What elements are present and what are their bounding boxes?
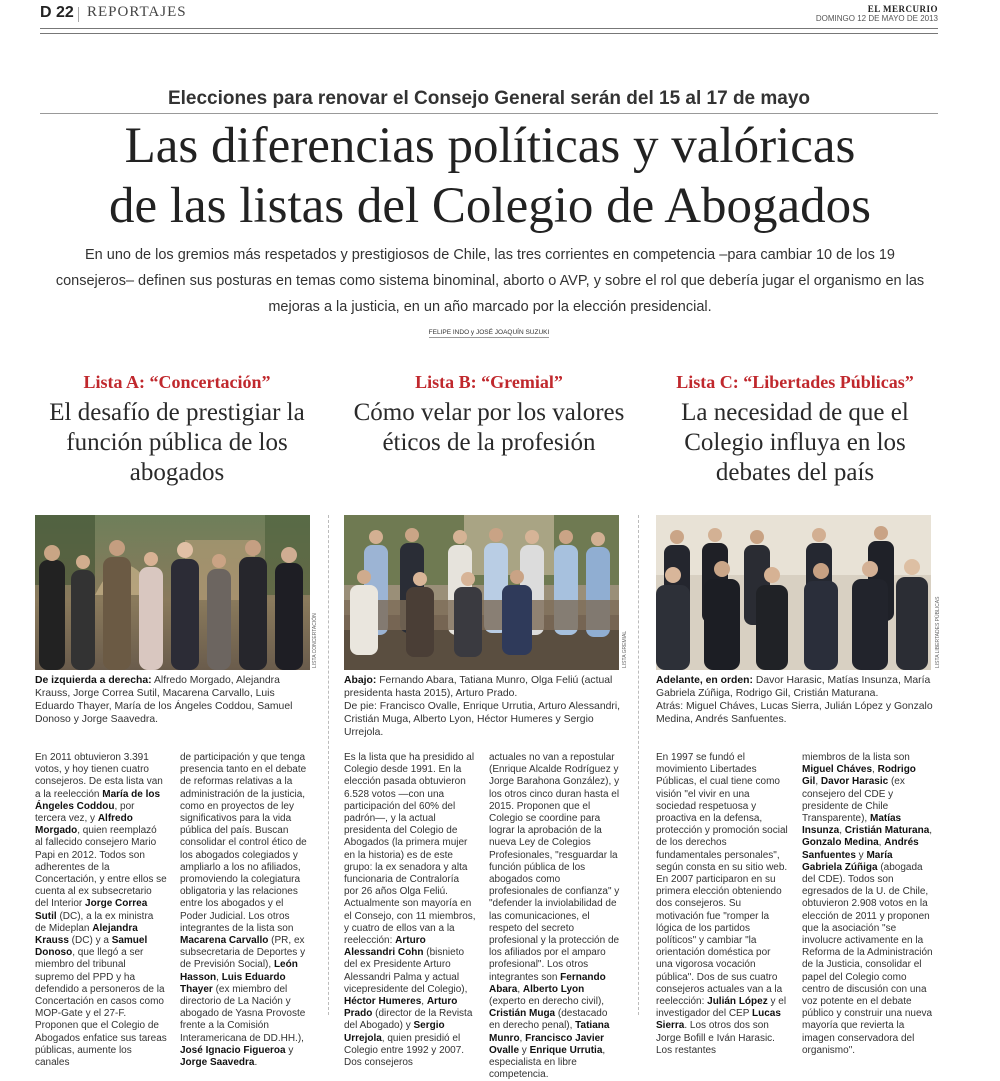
person-name: María de los Ángeles Coddou (35, 788, 161, 812)
caption-text: Davor Harasic, Matías Insunza, María Gabriela Zúñiga, Rodrigo Gil, Cristián Maturana. (656, 675, 931, 699)
person-name: Macarena Carvallo (180, 935, 269, 947)
person-name: Arturo Prado (344, 996, 458, 1020)
caption-lista-c (656, 674, 936, 726)
column-lista-a (32, 372, 322, 488)
header-rule (40, 28, 938, 34)
column-lista-b (344, 372, 634, 458)
person-name: Sergio Urrejola (344, 1020, 445, 1044)
photo-lista-b (344, 515, 619, 670)
person-name: Andrés Sanfuentes (802, 837, 919, 861)
header-separator (78, 7, 79, 22)
person-name: Francisco Javier Ovalle (489, 1032, 605, 1056)
person-name: María Gabriela Zúñiga (802, 849, 893, 873)
caption-lead: De izquierda a derecha: (35, 675, 152, 686)
person-name: Alfredo Morgado (35, 813, 133, 837)
kicker-rule (40, 113, 938, 114)
caption-lead: Abajo: (344, 675, 377, 686)
lista-a-title: El desafío de prestigiar la función pública de los abogados (49, 399, 305, 486)
issue-date: DOMINGO 12 DE MAYO DE 2013 (815, 14, 938, 23)
group-photo-c (656, 515, 931, 670)
column-divider (638, 515, 639, 1015)
person-name: Alberto Lyon (522, 983, 585, 995)
person-name: Rodrigo Gil (802, 764, 916, 788)
group-photo-b (344, 515, 619, 670)
person-name: Tatiana Munro (489, 1020, 610, 1044)
lista-a-label: Lista A: “Concertación” (83, 372, 271, 392)
person-name: Fernando Abara (489, 971, 606, 995)
column-divider (328, 515, 329, 1015)
photo-lista-a (35, 515, 310, 670)
lista-b-title: Cómo velar por los valores éticos de la profesión (353, 399, 625, 456)
person-name: León Hasson (180, 959, 298, 983)
person-name: Cristián Maturana (844, 825, 930, 837)
lista-c-label: Lista C: “Libertades Públicas” (676, 372, 914, 392)
page-header (40, 4, 938, 26)
photo-credit-a: LISTA CONCERTACIÓN (312, 613, 318, 668)
person-name: Jorge Correa Sutil (35, 898, 148, 922)
group-photo-a (35, 515, 310, 670)
caption-lista-b (344, 674, 624, 739)
kicker: Elecciones para renovar el Consejo General serán del 15 al 17 de mayo (167, 88, 811, 109)
person-name: Luis Eduardo Thayer (180, 971, 286, 995)
body-text-b-2: actuales no van a repostular (Enrique Alcalde Rodríguez y Jorge Barahona González), y los otros cinco duran hasta el 2015. Proponen que el Colegio se coordine para lograr la aprobación de la nueva Ley de Colegios Profesionales, "resguardar la función pública de los abogados como profesionales de confianza" y "defender la inviolabilidad de las comunicaciones, el respeto del secreto profesional y la protección de los afiliados por el amparo profesional". Los otros integrantes son Fernando Abara, Alberto Lyon (experto en derecho civil), Cristián Muga (destacado en derecho penal), Tatiana Munro, Francisco Javier Ovalle y Enrique Urrutia, especialista en libre competencia. (489, 752, 620, 1081)
caption-lead: Adelante, en orden: (656, 675, 753, 686)
column-lista-c (650, 372, 940, 488)
person-name: José Ignacio Figueroa (180, 1044, 286, 1056)
person-name: Julián López (707, 996, 768, 1008)
caption-text-2: Atrás: Miguel Cháves, Lucas Sierra, Julián López y Gonzalo Medina, Andrés Sanfuentes. (656, 701, 933, 725)
newspaper-name: EL MERCURIO (867, 4, 938, 14)
person-name: Miguel Cháves (802, 764, 873, 776)
headline-line-2: de las listas del Colegio de Abogados (108, 178, 872, 234)
caption-lista-a (35, 674, 315, 726)
page-number: D 22 (40, 4, 74, 21)
body-text-b-1: Es la lista que ha presidido al Colegio desde 1991. En la elección pasada obtuvieron 6.528 votos —con una participación del 60% del padrón—, y la actual presidenta del Colegio de Abogados (la primera mujer en la historia) es de este grupo: la ex senadora y alta funcionaria de Contraloría por 26 años Olga Feliú. Actualmente son mayoría en el Consejo, con 11 miembros, y cuatro de ellos van a la reelección: Arturo Alessandri Cohn (bisnieto del ex Presidente Arturo Alessandri Palma y actual vicepresidente del Colegio), Héctor Humeres, Arturo Prado (director de la Revista del Abogado) y Sergio Urrejola, quien presidió el Colegio entre 1992 y 2007. Dos consejeros (344, 752, 476, 1069)
headline (30, 116, 950, 236)
body-text-c-2: miembros de la lista son Miguel Cháves, Rodrigo Gil, Davor Harasic (ex consejero del CDE y presidente de Chile Transparente), Matías Insunza, Cristián Maturana, Gonzalo Medina, Andrés Sanfuentes y María Gabriela Zúñiga (abogada del CDE). Todos son egresados de la U. de Chile, obtuvieron 2.908 votos en la elección de 2011 y proponen que la asociación "se involucre activamente en la Reforma de la Administración de la Justicia, consolidar el papel del Colegio como centro de discusión con una voz potente en el debate público y construir una nueva mayoría que revierta la imagen conservadora del organismo". (802, 752, 933, 1056)
byline-text: FELIPE INDO y JOSÉ JOAQUÍN SUZUKI (428, 329, 550, 336)
person-name: Héctor Humeres (344, 996, 422, 1008)
person-name: Davor Harasic (820, 776, 889, 788)
caption-text: Alfredo Morgado, Alejandra Krauss, Jorge Correa Sutil, Macarena Carvallo, Luis Eduardo Thayer, María de los Ángeles Coddou, Samuel Donoso y Jorge Saavedra. (35, 675, 293, 725)
body-text-c-1: En 1997 se fundó el movimiento Libertades Públicas, el cual tiene como visión "el vivir en una sociedad respetuosa y proactiva en la defensa, protección y promoción social de los derechos fundamentales personales", según consta en su sitio web. En 2007 participaron en su primera elección obteniendo dos consejeros. Su motivación fue "romper la lógica de los partidos políticos" y cambiar "la orientación doméstica por una vigorosa vocación pública". Dos de sus cuatro consejeros actuales van a la reelección: Julián López y el investigador del CEP Lucas Sierra. Los otros dos son Jorge Bofill e Iván Harasic. Los restantes (656, 752, 788, 1056)
section-name: REPORTAJES (87, 4, 187, 20)
body-text-a-2: de participación y que tenga presencia tanto en el debate de reformas relativas a la administración de la justicia, como en proyectos de ley significativos para la vida pública del país. Buscan consolidar el control ético de los abogados colegiados y ampliarlo a los no afiliados, promoviendo la colegiatura obligatoria y las relaciones entre los abogados y el Poder Judicial. Los otros integrantes de la lista son Macarena Carvallo (PR, ex subsecretaria de Deportes y de Previsión Social), León Hasson, Luis Eduardo Thayer (ex miembro del directorio de La Nación y abogado de Yasna Provoste frente a la Comisión Interamericana de DD.HH.), José Ignacio Figueroa y Jorge Saavedra. (180, 752, 307, 1069)
photo-lista-c (656, 515, 931, 670)
lista-c-title: La necesidad de que el Colegio influya en los debates del país (681, 399, 909, 486)
byline (40, 329, 938, 336)
photo-credit-c: LISTA LIBERTADES PÚBLICAS (935, 596, 941, 668)
person-name: Enrique Urrutia (529, 1044, 603, 1056)
person-name: Lucas Sierra (656, 1008, 781, 1032)
person-name: Arturo Alessandri Cohn (344, 935, 426, 959)
person-name: Gonzalo Medina (802, 837, 879, 849)
person-name: Alejandra Krauss (35, 922, 138, 947)
person-name: Cristián Muga (489, 1008, 556, 1020)
person-name: Samuel Donoso (35, 935, 148, 959)
photo-credit-b: LISTA GREMIAL (622, 630, 628, 668)
caption-text-2: De pie: Francisco Ovalle, Enrique Urrutia, Arturo Alessandri, Cristián Muga, Alberto Lyon, Héctor Humeres y Sergio Urrejola. (344, 701, 621, 738)
body-text-a-1: En 2011 obtuvieron 3.391 votos, y hoy tienen cuatro consejeros. De esta lista van a la reelección María de los Ángeles Coddou, por tercera vez, y Alfredo Morgado, quien reemplazó al fallecido consejero Mario Papi en 2012. Todos son adherentes de la Concertación, y entre ellos se cuenta al ex subsecretario del Interior Jorge Correa Sutil (DC), a la ex ministra de Mideplan Alejandra Krauss (DC) y a Samuel Donoso, que llegó a ser miembro del tribunal supremo del PPD y ha defendido a personeros de la Concertación en casos como MOP-Gate y el 27-F. Proponen que el Colegio de Abogados enfatice sus tareas públicas, aumente los canales (35, 752, 167, 1069)
headline-line-1: Las diferencias políticas y valóricas (124, 118, 856, 174)
lista-b-label: Lista B: “Gremial” (415, 372, 563, 392)
person-name: Matías Insunza (802, 813, 902, 837)
dek: En uno de los gremios más respetados y prestigiosos de Chile, las tres corrientes en competencia –para cambiar 10 de los 19 consejeros– definen sus posturas en temas como sistema binominal, aborto o AVP, y sobre el rol que debería jugar el organismo en las mejoras a la justicia, en un año marcado por la elección presidencial. (55, 247, 925, 315)
person-name: Jorge Saavedra (180, 1057, 255, 1069)
caption-text: Fernando Abara, Tatiana Munro, Olga Feliú (actual presidenta hasta 2015), Arturo Prado. (344, 675, 613, 699)
